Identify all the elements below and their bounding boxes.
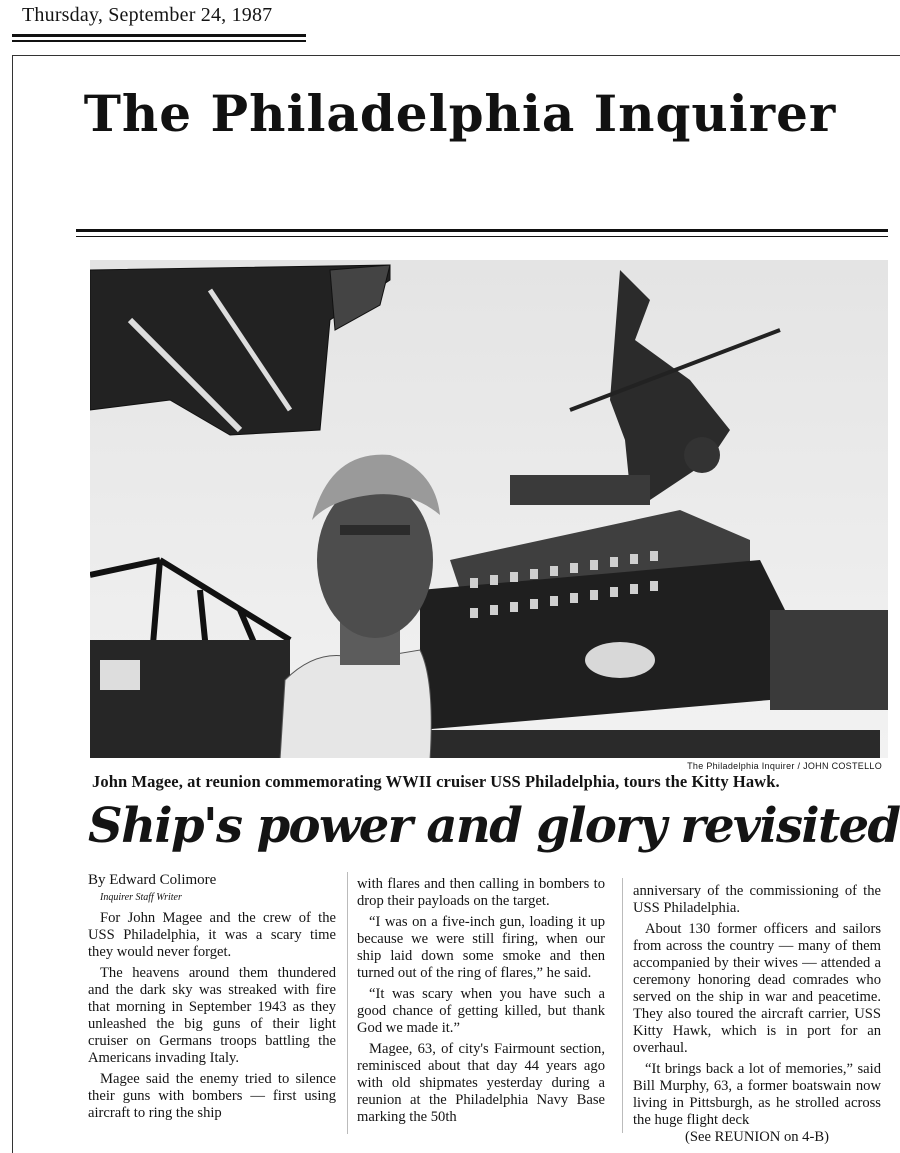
masthead-rule — [76, 229, 888, 232]
clipping-border-top — [12, 55, 900, 56]
column-divider — [622, 878, 623, 1133]
paragraph: “It brings back a lot of memories,” said Bill Murphy, 63, a former boatswain now living in Pittsburgh, as he strolled across the huge flight deck — [633, 1061, 881, 1128]
date-rule — [12, 40, 306, 42]
paragraph: “I was on a five-inch gun, loading it up because we were still firing, when our ship laid down some smoke and then turned out of the ring of flares,” he said. — [357, 914, 605, 981]
byline: By Edward Colimore — [88, 872, 217, 888]
column-divider — [347, 872, 348, 1134]
paragraph: Magee said the enemy tried to silence their guns with bombers — first using aircraft to ring the ship — [88, 1071, 336, 1121]
paragraph: Magee, 63, of city's Fairmount section, reminisced about that day 44 years ago with old shipmates yesterday during a reunion at the Philadelphia Navy Base marking the 50th — [357, 1041, 605, 1125]
paragraph: anniversary of the commissioning of the USS Philadelphia. — [633, 883, 881, 916]
masthead-rule — [76, 236, 888, 237]
ship-emblem — [585, 642, 655, 678]
paragraph: About 130 former officers and sailors from across the country — many of them accompanied by their wives — attended a ceremony honoring dead comrades who served on the ship in war and peacetime. They also toured the aircraft carrier, USS Kitty Hawk, which is in port for an overhaul. — [633, 921, 881, 1056]
news-photo — [90, 260, 888, 758]
continuation-reference: (See REUNION on 4-B) — [685, 1129, 829, 1145]
date-rule — [12, 34, 306, 37]
photo-caption: John Magee, at reunion commemorating WWII cruiser USS Philadelphia, tours the Kitty Hawk. — [92, 772, 780, 791]
article-column-2 — [357, 876, 605, 1126]
article-headline: Ship's power and glory revisited — [88, 798, 900, 854]
paragraph: The heavens around them thundered and the dark sky was streaked with fire that morning in September 1943 as they unleashed the big guns of their light cruiser on Germans troops battling the Americans invading Italy. — [88, 965, 336, 1066]
publication-date: Thursday, September 24, 1987 — [22, 4, 273, 26]
paragraph: with flares and then calling in bombers to drop their payloads on the target. — [357, 876, 605, 909]
newspaper-masthead: The Philadelphia Inquirer — [83, 84, 837, 143]
byline-title: Inquirer Staff Writer — [100, 892, 182, 903]
paragraph: “It was scary when you have such a good chance of getting killed, but thank God we made it.” — [357, 986, 605, 1036]
crane-base — [90, 640, 290, 758]
paragraph: For John Magee and the crew of the USS Philadelphia, it was a scary time they would never forget. — [88, 910, 336, 960]
photo-credit: The Philadelphia Inquirer / JOHN COSTELLO — [687, 761, 882, 771]
article-column-1 — [88, 872, 336, 1122]
clipping-border-left — [12, 55, 13, 1153]
article-column-3 — [633, 883, 881, 1146]
